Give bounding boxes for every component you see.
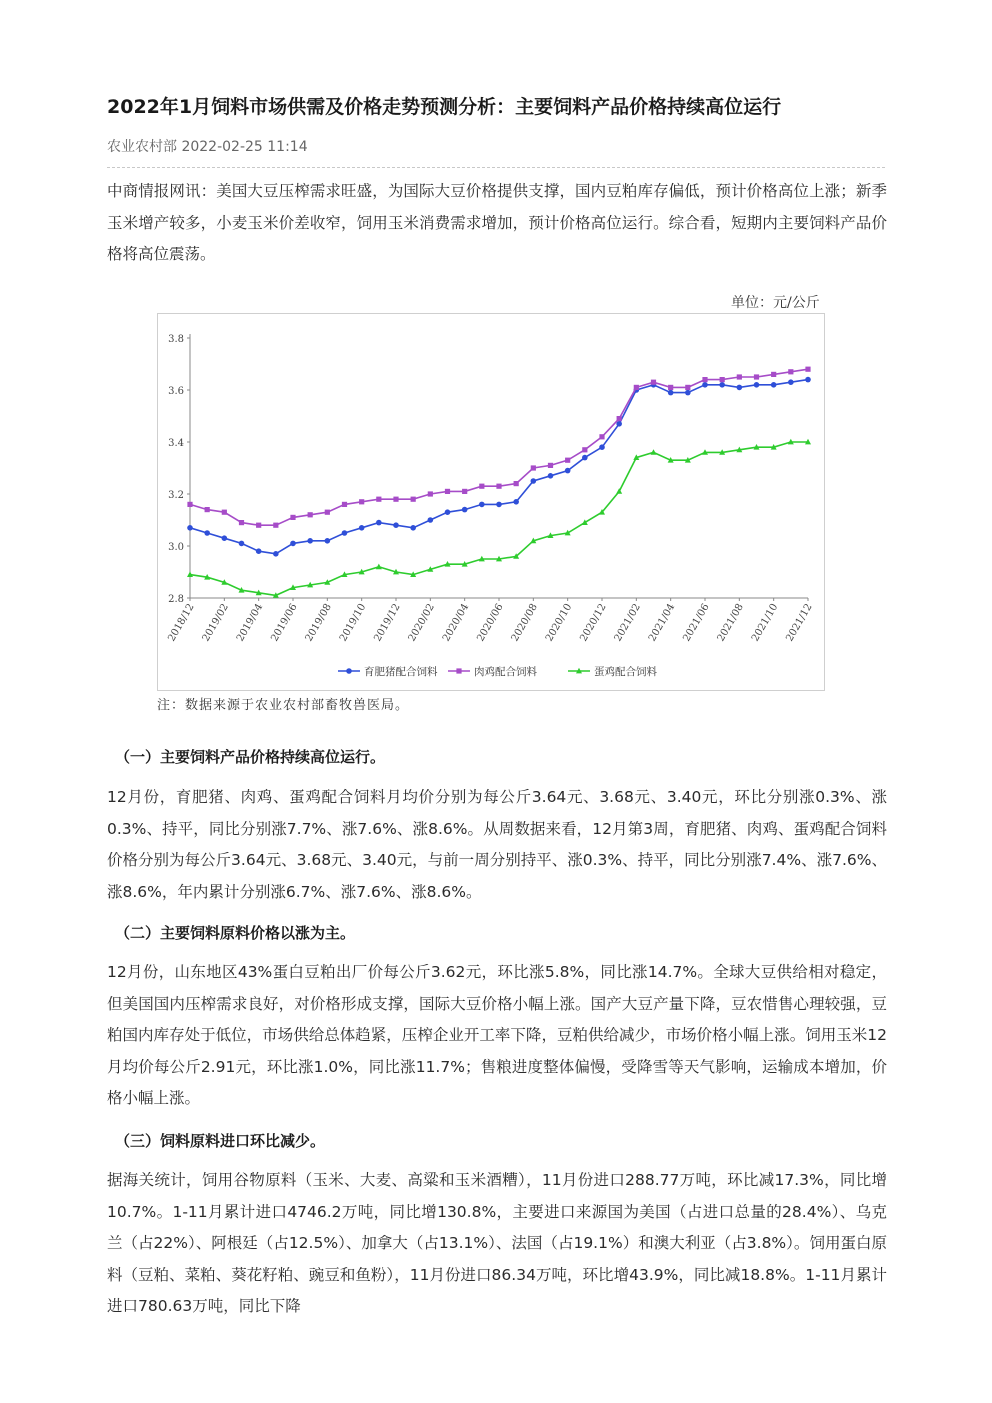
y-tick-label: 2.8 xyxy=(168,594,184,605)
intro-paragraph: 中商情报网讯：美国大豆压榨需求旺盛，为国际大豆价格提供支撑，国内豆粕库存偏低，预计价格高位上涨；新季玉米增产较多，小麦玉米价差收窄，饲用玉米消费需求增加，预计价格高位运行。综合看，短期内主要饲料产品价格将高位震荡。 xyxy=(107,182,887,263)
x-tick-label: 2020/04 xyxy=(440,602,472,644)
data-point xyxy=(565,458,570,463)
data-point xyxy=(342,502,347,507)
price-chart xyxy=(157,313,825,691)
y-tick-label: 3.8 xyxy=(168,334,184,345)
chart-note: 注：数据来源于农业农村部畜牧兽医局。 xyxy=(157,698,410,713)
section2-paragraph: 12月份，山东地区43%蛋白豆粕出厂价每公斤3.62元，环比涨5.8%，同比涨14.7%。全球大豆供给相对稳定，但美国国内压榨需求良好，对价格形成支撑，国际大豆价格小幅上涨。国产大豆产量下降，豆农惜售心理较强，豆粕国内库存处于低位，市场供给总体趋紧，压榨企业开工率下降，豆粕供给减少，市场价格小幅上涨。饲用玉米12月均价每公斤2.91元，环比涨1.0%，同比涨11.7%；售粮进度整体偏慢，受降雪等天气影响，运输成本增加，价格小幅上涨。 xyxy=(107,963,887,1107)
x-tick-label: 2021/10 xyxy=(749,602,781,644)
data-point xyxy=(479,502,485,508)
y-tick-label: 3.0 xyxy=(168,542,184,553)
data-point xyxy=(393,497,398,502)
data-point xyxy=(548,463,553,468)
x-tick-label: 2019/08 xyxy=(303,602,334,644)
data-point xyxy=(548,473,554,479)
x-tick-label: 2021/02 xyxy=(612,602,643,644)
data-point xyxy=(651,449,657,455)
data-point xyxy=(342,530,348,536)
x-tick-label: 2018/12 xyxy=(166,602,197,644)
legend-label: 肉鸡配合饲料 xyxy=(474,666,537,678)
x-tick-label: 2020/02 xyxy=(406,602,437,644)
data-point xyxy=(445,509,451,515)
data-point xyxy=(719,382,725,388)
article-meta xyxy=(107,136,308,156)
y-tick-label: 3.4 xyxy=(168,438,184,449)
data-point xyxy=(462,489,467,494)
data-point xyxy=(479,484,484,489)
data-point xyxy=(531,465,536,470)
data-point xyxy=(599,434,604,439)
x-tick-label: 2019/04 xyxy=(234,602,266,644)
series-line xyxy=(190,442,808,595)
data-point xyxy=(256,523,261,528)
x-tick-label: 2020/08 xyxy=(509,602,540,644)
y-tick-label: 3.2 xyxy=(168,490,184,501)
data-point xyxy=(325,538,331,544)
data-point xyxy=(702,377,707,382)
data-point xyxy=(685,390,691,396)
legend-label: 育肥猪配合饲料 xyxy=(364,666,438,678)
data-point xyxy=(187,525,193,531)
data-point xyxy=(668,390,674,396)
data-point xyxy=(737,374,742,379)
article-title: 2022年1月饲料市场供需及价格走势预测分析：主要饲料产品价格持续高位运行 xyxy=(107,96,782,118)
x-tick-label: 2019/02 xyxy=(200,602,231,644)
data-point xyxy=(308,512,313,517)
data-point xyxy=(771,372,776,377)
data-point xyxy=(634,385,639,390)
legend-marker xyxy=(346,668,352,674)
data-point xyxy=(668,385,673,390)
data-point xyxy=(187,502,192,507)
data-point xyxy=(410,525,416,531)
data-point xyxy=(805,377,811,383)
section3-heading: （三）饲料原料进口环比减少。 xyxy=(115,1132,326,1150)
x-tick-label: 2019/12 xyxy=(372,602,403,644)
data-point xyxy=(273,551,279,557)
x-tick-label: 2020/10 xyxy=(543,602,575,644)
data-point xyxy=(720,377,725,382)
data-point xyxy=(582,455,588,461)
legend-label: 蛋鸡配合饲料 xyxy=(594,666,657,678)
data-point xyxy=(737,385,743,391)
data-point xyxy=(702,382,708,388)
price-chart-svg xyxy=(158,314,824,690)
data-point xyxy=(376,497,381,502)
data-point xyxy=(651,380,656,385)
data-point xyxy=(376,520,382,526)
data-point xyxy=(445,489,450,494)
data-point xyxy=(239,541,245,547)
data-point xyxy=(788,369,793,374)
divider xyxy=(107,167,885,168)
data-point xyxy=(411,497,416,502)
x-tick-label: 2021/06 xyxy=(681,602,712,644)
section2-heading: （二）主要饲料原料价格以涨为主。 xyxy=(115,924,356,942)
data-point xyxy=(256,548,262,554)
data-point xyxy=(307,538,313,544)
data-point xyxy=(531,478,537,484)
data-point xyxy=(204,530,210,536)
data-point xyxy=(496,484,501,489)
data-point xyxy=(376,564,382,570)
data-point xyxy=(462,507,468,513)
section3-paragraph: 据海关统计，饲用谷物原料（玉米、大麦、高粱和玉米酒糟），11月份进口288.77万吨，环比减17.3%，同比增10.7%。1-11月累计进口4746.2万吨，同比增130.8%，主要进口来源国为美国（占进口总量的28.4%）、乌克兰（占22%）、阿根廷（占12.5%）、加拿大（占13.1%）、法国（占19.1%）和澳大利亚（占3.8%）。饲用蛋白原料（豆粕、菜粕、葵花籽粕、豌豆和鱼粉），11月份进口86.34万吨，环比增43.9%，同比减18.8%。1-11月累计进口780.63万吨，同比下降 xyxy=(107,1171,887,1315)
data-point xyxy=(359,525,365,531)
data-point xyxy=(513,499,519,505)
data-point xyxy=(685,385,690,390)
series-line xyxy=(190,380,808,554)
x-tick-label: 2021/04 xyxy=(646,602,678,644)
data-point xyxy=(393,522,399,528)
data-point xyxy=(290,541,296,547)
data-point xyxy=(239,520,244,525)
data-point xyxy=(565,468,571,474)
data-point xyxy=(222,510,227,515)
article-datetime: 2022-02-25 11:14 xyxy=(181,139,308,155)
data-point xyxy=(754,374,759,379)
section1-paragraph: 12月份，育肥猪、肉鸡、蛋鸡配合饲料月均价分别为每公斤3.64元、3.68元、3.40元，环比分别涨0.3%、涨0.3%、持平，同比分别涨7.7%、涨7.6%、涨8.6%。从周数据来看，12月第3周，育肥猪、肉鸡、蛋鸡配合饲料价格分别为每公斤3.64元、3.68元、3.40元，与前一周分别持平、涨0.3%、持平，同比分别涨7.4%、涨7.6%、涨8.6%，年内累计分别涨6.7%、涨7.6%、涨8.6%。 xyxy=(107,788,887,901)
y-tick-label: 3.6 xyxy=(168,386,184,397)
x-tick-label: 2021/12 xyxy=(784,602,815,644)
data-point xyxy=(428,517,434,523)
x-tick-label: 2019/10 xyxy=(337,602,369,644)
data-point xyxy=(805,367,810,372)
data-point xyxy=(754,382,760,388)
x-tick-label: 2020/12 xyxy=(578,602,609,644)
data-point xyxy=(222,535,228,541)
data-point xyxy=(359,499,364,504)
data-point xyxy=(771,382,777,388)
data-point xyxy=(617,416,622,421)
x-tick-label: 2021/08 xyxy=(715,602,746,644)
section1-heading: （一）主要饲料产品价格持续高位运行。 xyxy=(115,748,386,766)
x-tick-label: 2020/06 xyxy=(475,602,506,644)
data-point xyxy=(496,502,502,508)
data-point xyxy=(599,444,605,450)
data-point xyxy=(428,491,433,496)
x-tick-label: 2019/06 xyxy=(269,602,300,644)
data-point xyxy=(788,379,794,385)
data-point xyxy=(205,507,210,512)
data-point xyxy=(273,523,278,528)
legend-marker xyxy=(456,668,461,673)
data-point xyxy=(514,481,519,486)
chart-unit-label: 单位：元/公斤 xyxy=(731,295,820,311)
data-point xyxy=(290,515,295,520)
data-point xyxy=(325,510,330,515)
article-source: 农业农村部 xyxy=(107,139,177,155)
data-point xyxy=(582,447,587,452)
